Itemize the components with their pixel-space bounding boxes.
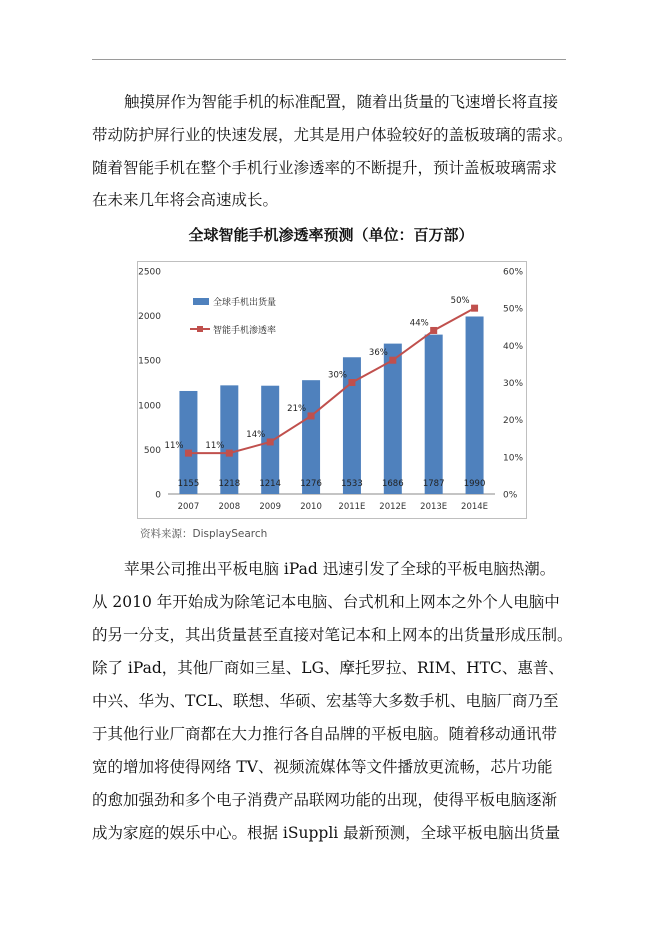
text-line: 于其他行业厂商都在大力推行各自品牌的平板电脑。随着移动通讯带 (92, 725, 558, 743)
y-left-tick-label: 2500 (138, 267, 161, 278)
y-right-tick-label: 20% (503, 416, 524, 427)
x-tick-label: 2008 (218, 502, 241, 512)
legend-line-label: 智能手机渗透率 (213, 326, 277, 336)
text-line: 从 2010 年开始成为除笔记本电脑、台式机和上网本之外个人电脑中 (92, 593, 560, 611)
text-line: 触摸屏作为智能手机的标准配置，随着出货量的飞速增长将直接 (124, 93, 559, 111)
y-left-tick-label: 1000 (138, 401, 161, 412)
line-value-label: 36% (368, 348, 388, 359)
figure-caption: 全球智能手机渗透率预测（单位：百万部） (188, 226, 474, 244)
y-right-tick-label: 0% (503, 490, 518, 501)
bar-value-label: 1218 (218, 479, 241, 489)
line-value-label: 21% (287, 403, 307, 414)
text-line: 成为家庭的娱乐中心。根据 iSuppli 最新预测，全球平板电脑出货量 (92, 824, 561, 842)
bar (463, 316, 486, 494)
line-point (185, 450, 192, 457)
line-value-label: 14% (246, 429, 266, 440)
y-right-tick-label: 30% (503, 379, 524, 389)
line-point (348, 379, 355, 386)
text-line: 的另一分支，其出货量甚至直接对笔记本和上网本的出货量形成压制。 (92, 626, 573, 644)
text-line: 的愈加强劲和多个电子消费产品联网功能的出现，使得平板电脑逐渐 (92, 791, 558, 809)
text-line: 除了 iPad，其他厂商如三星、LG、摩托罗拉、RIM、HTC、惠普、 (92, 659, 564, 677)
bar-value-label: 1276 (300, 479, 322, 489)
y-right-tick-label: 50% (503, 304, 524, 315)
bar-value-label: 1990 (463, 479, 486, 489)
line-value-label: 44% (409, 318, 429, 329)
y-right-tick-label: 60% (503, 267, 524, 278)
smartphone-penetration-chart (137, 261, 527, 519)
x-tick-label: 2010 (300, 502, 322, 512)
legend-line-marker (197, 326, 203, 332)
legend-bar-label: 全球手机出货量 (213, 298, 277, 308)
text-line: 宽的增加将使得网络 TV、视频流媒体等文件播放更流畅，芯片功能 (92, 758, 553, 776)
text-line: 在未来几年将会高速成长。 (92, 191, 279, 209)
y-right-tick-label: 40% (503, 341, 524, 352)
line-value-label: 30% (328, 370, 347, 381)
text-line: 中兴、华为、TCL、联想、华硕、宏基等大多数手机、电脑厂商乃至 (92, 692, 559, 710)
bar-value-label: 1214 (259, 479, 282, 489)
bar-value-label: 1155 (177, 479, 200, 489)
legend-bar-swatch (193, 298, 209, 305)
x-tick-label: 2014E (461, 502, 489, 512)
bar-value-label: 1787 (422, 479, 445, 489)
line-point (226, 450, 233, 457)
line-value-label: 50% (450, 296, 470, 307)
figure-source: 资料来源：DisplaySearch (140, 528, 268, 540)
line-point (471, 305, 478, 312)
bar (422, 335, 445, 494)
bar-value-label: 1686 (381, 479, 404, 489)
y-left-tick-label: 500 (143, 445, 161, 456)
line-value-label: 11% (205, 441, 225, 452)
y-left-tick-label: 1500 (138, 356, 161, 367)
line-point (389, 357, 396, 364)
y-left-tick-label: 0 (155, 490, 161, 501)
y-left-tick-label: 2000 (138, 312, 161, 323)
bar-value-label: 1533 (341, 479, 363, 489)
bar (381, 344, 404, 494)
x-tick-label: 2009 (259, 502, 282, 512)
text-line: 带动防护屏行业的快速发展，尤其是用户体验较好的盖板玻璃的需求。 (92, 126, 573, 144)
line-point (430, 327, 437, 334)
bar (302, 380, 320, 494)
header-rule (92, 59, 566, 60)
text-line: 苹果公司推出平板电脑 iPad 迅速引发了全球的平板电脑热潮。 (124, 560, 556, 578)
x-tick-label: 2007 (177, 502, 200, 512)
x-tick-label: 2012E (379, 502, 407, 512)
line-point (267, 438, 274, 445)
line-value-label: 11% (164, 441, 184, 452)
y-right-tick-label: 10% (503, 453, 524, 464)
line-point (308, 412, 315, 419)
text-line: 随着智能手机在整个手机行业渗透率的不断提升，预计盖板玻璃需求 (92, 159, 558, 177)
x-tick-label: 2013E (420, 502, 448, 512)
x-tick-label: 2011E (338, 502, 366, 512)
bar (218, 385, 241, 494)
